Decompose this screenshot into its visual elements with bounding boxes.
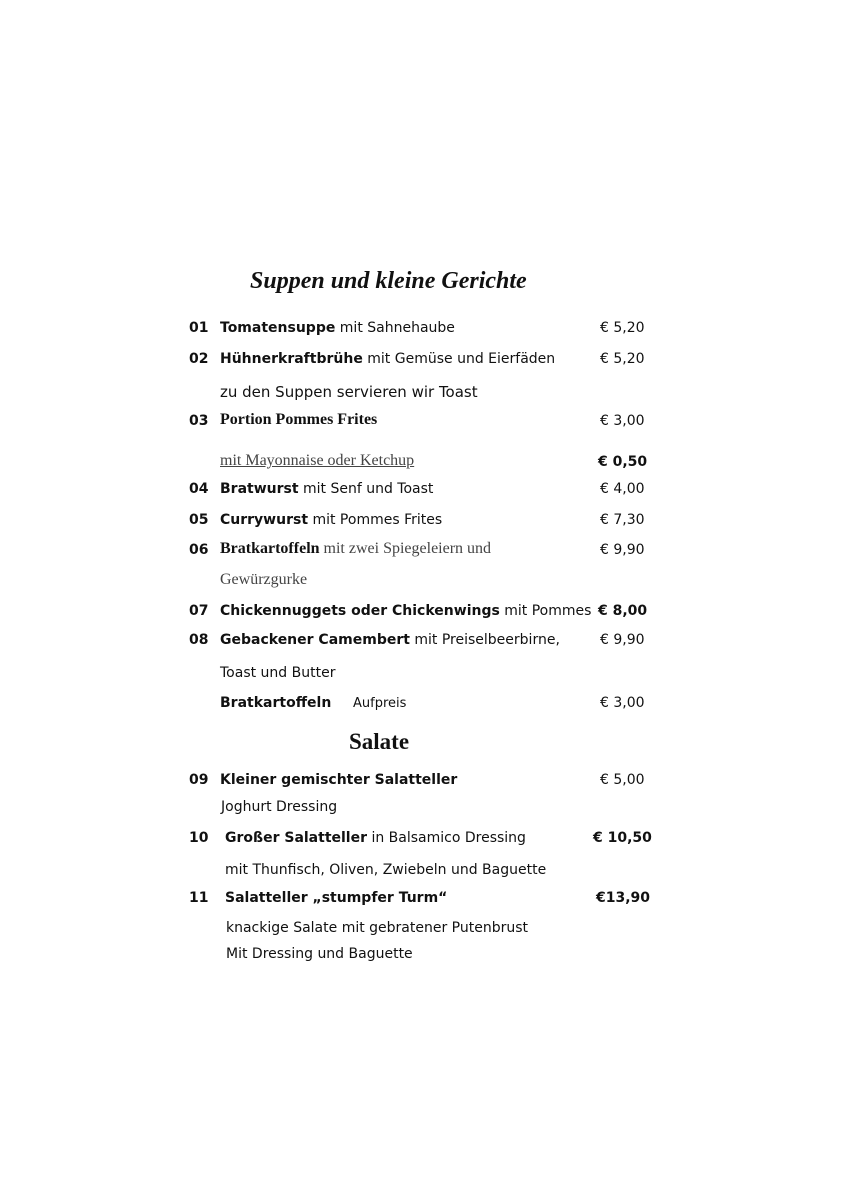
item-name: Salatteller „stumpfer Turm“ (225, 890, 448, 906)
item-number: 10 (189, 830, 209, 846)
item-number: 09 (189, 772, 209, 788)
item-name: Großer Salatteller (225, 830, 368, 846)
item-description: mit Senf und Toast (298, 481, 434, 497)
menu-item-camembert (220, 632, 560, 648)
soup-note: zu den Suppen servieren wir Toast (220, 383, 478, 401)
menu-item-currywurst (220, 512, 442, 528)
item-description: mit Gemüse und Eierfäden (362, 351, 556, 367)
menu-item-chicken (220, 603, 591, 619)
menu-item-tomatensuppe (220, 320, 455, 336)
item-description: in Balsamico Dressing (367, 830, 526, 846)
item-name: Bratkartoffeln (220, 695, 332, 711)
item-description-continued: Gewürzgurke (220, 571, 308, 588)
item-description: mit Preiselbeerbirne, (409, 632, 560, 648)
item-number: 04 (189, 481, 209, 497)
item-description: mit zwei Spiegeleiern und (319, 540, 492, 557)
item-name: Gebackener Camembert (220, 632, 410, 648)
item-description: mit Sahnehaube (335, 320, 455, 336)
item-description-continued: Toast und Butter (220, 665, 336, 681)
item-price: € 8,00 (598, 603, 648, 619)
item-price: € 3,00 (600, 413, 645, 429)
item-description-continued: knackige Salate mit gebratener Putenbrust (226, 920, 529, 936)
item-number: 03 (189, 413, 209, 429)
menu-item-grosser-salat (225, 830, 526, 846)
item-price: € 9,90 (600, 542, 645, 558)
item-extra-description: mit Mayonnaise oder Ketchup (220, 452, 415, 469)
item-number: 02 (189, 351, 209, 367)
section-title-soups: Suppen und kleine Gerichte (250, 268, 527, 294)
section-title-salads: Salate (349, 729, 410, 754)
menu-item-salatteller-turm (225, 890, 447, 906)
menu-item-huehnerkraftbruehe (220, 351, 555, 367)
item-price: € 5,00 (600, 772, 645, 788)
item-name: Bratkartoffeln (220, 540, 320, 557)
item-number: 06 (189, 542, 209, 558)
item-number: 11 (189, 890, 209, 906)
item-name: Kleiner gemischter Salatteller (220, 772, 458, 788)
menu-item-bratwurst (220, 481, 433, 497)
item-number: 08 (189, 632, 209, 648)
item-number: 05 (189, 512, 209, 528)
item-price: €13,90 (596, 890, 651, 906)
item-name: Bratwurst (220, 481, 299, 497)
item-description-continued: mit Thunfisch, Oliven, Zwiebeln und Baguette (225, 862, 547, 878)
item-price: € 10,50 (593, 830, 652, 846)
item-price: € 5,20 (600, 320, 645, 336)
item-name: Hühnerkraftbrühe (220, 351, 363, 367)
item-description-continued: Mit Dressing und Baguette (226, 946, 413, 962)
item-name: Chickennuggets oder Chickenwings (220, 603, 500, 619)
item-extra-note: Aufpreis (353, 696, 407, 711)
item-price: € 5,20 (600, 351, 645, 367)
item-number: 01 (189, 320, 209, 336)
item-description: mit Pommes Frites (308, 512, 443, 528)
item-description-continued: Joghurt Dressing (221, 799, 338, 815)
item-description: mit Pommes (499, 603, 592, 619)
item-extra-price: € 3,00 (600, 695, 645, 711)
item-extra-price: € 0,50 (598, 454, 648, 470)
menu-item-kleiner-salat (220, 772, 457, 788)
item-name: Tomatensuppe (220, 320, 336, 336)
menu-item-bratkartoffeln (220, 540, 491, 558)
item-price: € 4,00 (600, 481, 645, 497)
item-number: 07 (189, 603, 209, 619)
item-price: € 7,30 (600, 512, 645, 528)
item-name: Currywurst (220, 512, 309, 528)
menu-item-pommes: Portion Pommes Frites (220, 411, 378, 428)
item-extra-bratkartoffeln (220, 695, 331, 711)
item-price: € 9,90 (600, 632, 645, 648)
